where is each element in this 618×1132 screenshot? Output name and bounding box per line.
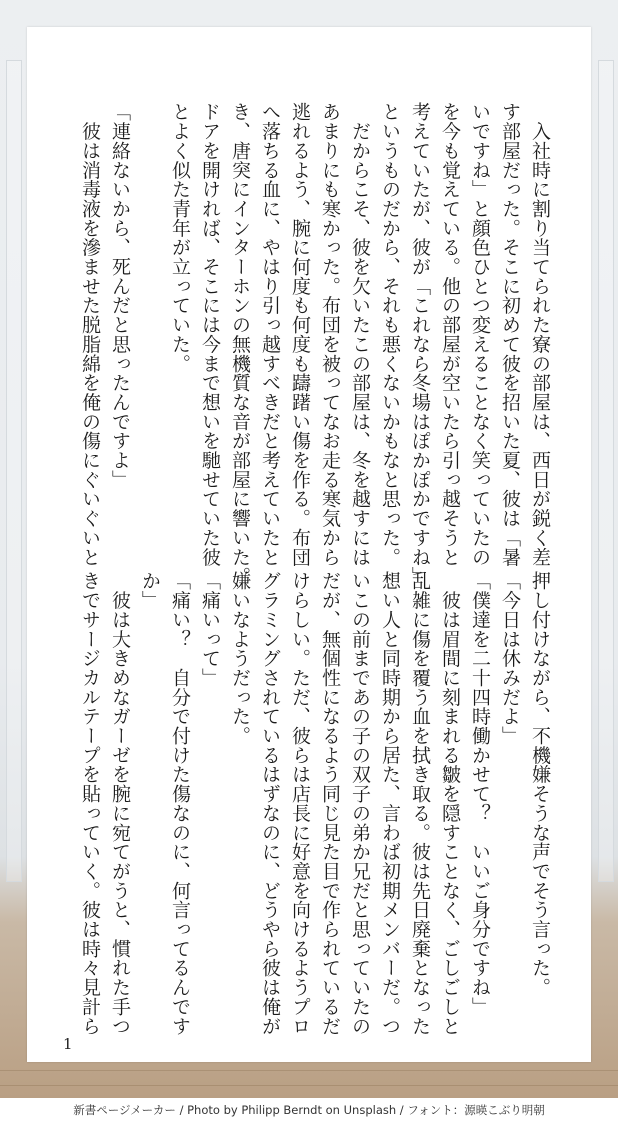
text-line: き、唐突にインターホンの無機質な音が部屋に響いた。 [229, 102, 251, 586]
text-line: いですね」と顔色ひとつ変えることなく笑っていたの [469, 102, 491, 567]
text-line: 「痛いって」 [199, 571, 221, 688]
text-line: グラミングされているはずなのに、どうやら彼は俺が [259, 571, 281, 1036]
text-line: へ落ちる血に、やはり引っ越すべきだと考えていたと [259, 102, 281, 567]
floor-plank [0, 1070, 618, 1071]
wall-panel [6, 60, 22, 882]
text-line: 「今日は休みだよ」 [499, 571, 521, 746]
text-line: けらしい。ただ、彼らは店長に好意を向けるようプロ [289, 571, 311, 1036]
text-line: 押し付けながら、不機嫌そうな声でそう言った。 [529, 571, 551, 997]
text-line: 「僕達を二十四時働かせて？ いいご身分ですね」 [469, 571, 491, 1017]
text-line: す部屋だった。そこに初めて彼を招いた夏、彼は「暑 [499, 102, 521, 567]
text-line [135, 102, 165, 572]
page-number: 1 [63, 1035, 73, 1053]
text-block-top [75, 102, 555, 586]
wall-panel [598, 60, 614, 882]
text-line: か」 [139, 571, 161, 610]
text-line: ドアを開ければ、そこには今まで想いを馳せていた彼 [199, 102, 221, 567]
text-line: 逃れるよう、腕に何度も何度も躊躇い傷を作る。布団 [289, 102, 311, 567]
text-line: 考えていたが、彼が「これなら冬場はぽかぽかですね」 [409, 102, 431, 586]
paper-page [27, 27, 591, 1062]
text-line: 乱雑に傷を覆う血を拭き取る。彼は先日廃棄となった [409, 571, 431, 1036]
text-line: きでサージカルテープを貼っていく。彼は時々見計ら [79, 571, 101, 1036]
text-line: 彼は大きめなガーゼを腕に宛てがうと、慣れた手つ [109, 571, 131, 1036]
text-line: 「連絡ないから、死んだと思ったんですよ」 [109, 102, 131, 489]
credit-line: 新書ページメーカー / Photo by Philipp Berndt on Unsplash / フォント：源暎こぶり明朝 [73, 1103, 545, 1117]
text-line: 彼は眉間に刻まれる皺を隠すことなく、ごしごしと [439, 571, 461, 1036]
text-line: いこの前まであの子の双子の弟か兄だと思っていたの [349, 571, 371, 1036]
text-line: だが、無個性になるよう同じ見た目で作られているだ [319, 571, 341, 1036]
text-line: 嫌いなようだった。 [229, 571, 251, 746]
text-line: 「痛い？ 自分で付けた傷なのに、何言ってるんです [169, 571, 191, 1036]
text-line: 入社時に割り当てられた寮の部屋は、西日が鋭く差 [529, 102, 551, 567]
text-line: だからこそ、彼を欠いたこの部屋は、冬を越すには [349, 102, 371, 567]
text-line: とよく似た青年が立っていた。 [169, 102, 191, 373]
text-line: というものだから、それも悪くないかもなと思った。 [379, 102, 401, 567]
text-line: あまりにも寒かった。布団を被ってなお走る寒気から [319, 102, 341, 567]
text-block-bottom [75, 571, 555, 1036]
text-line: を今も覚えている。他の部屋が空いたら引っ越そうと [439, 102, 461, 567]
text-line: 彼は消毒液を滲ませた脱脂綿を俺の傷にぐいぐいと [79, 102, 101, 567]
text-line: 想い人と同時期から居た、言わば初期メンバーだ。つ [379, 571, 401, 1036]
floor-plank [0, 1085, 618, 1086]
